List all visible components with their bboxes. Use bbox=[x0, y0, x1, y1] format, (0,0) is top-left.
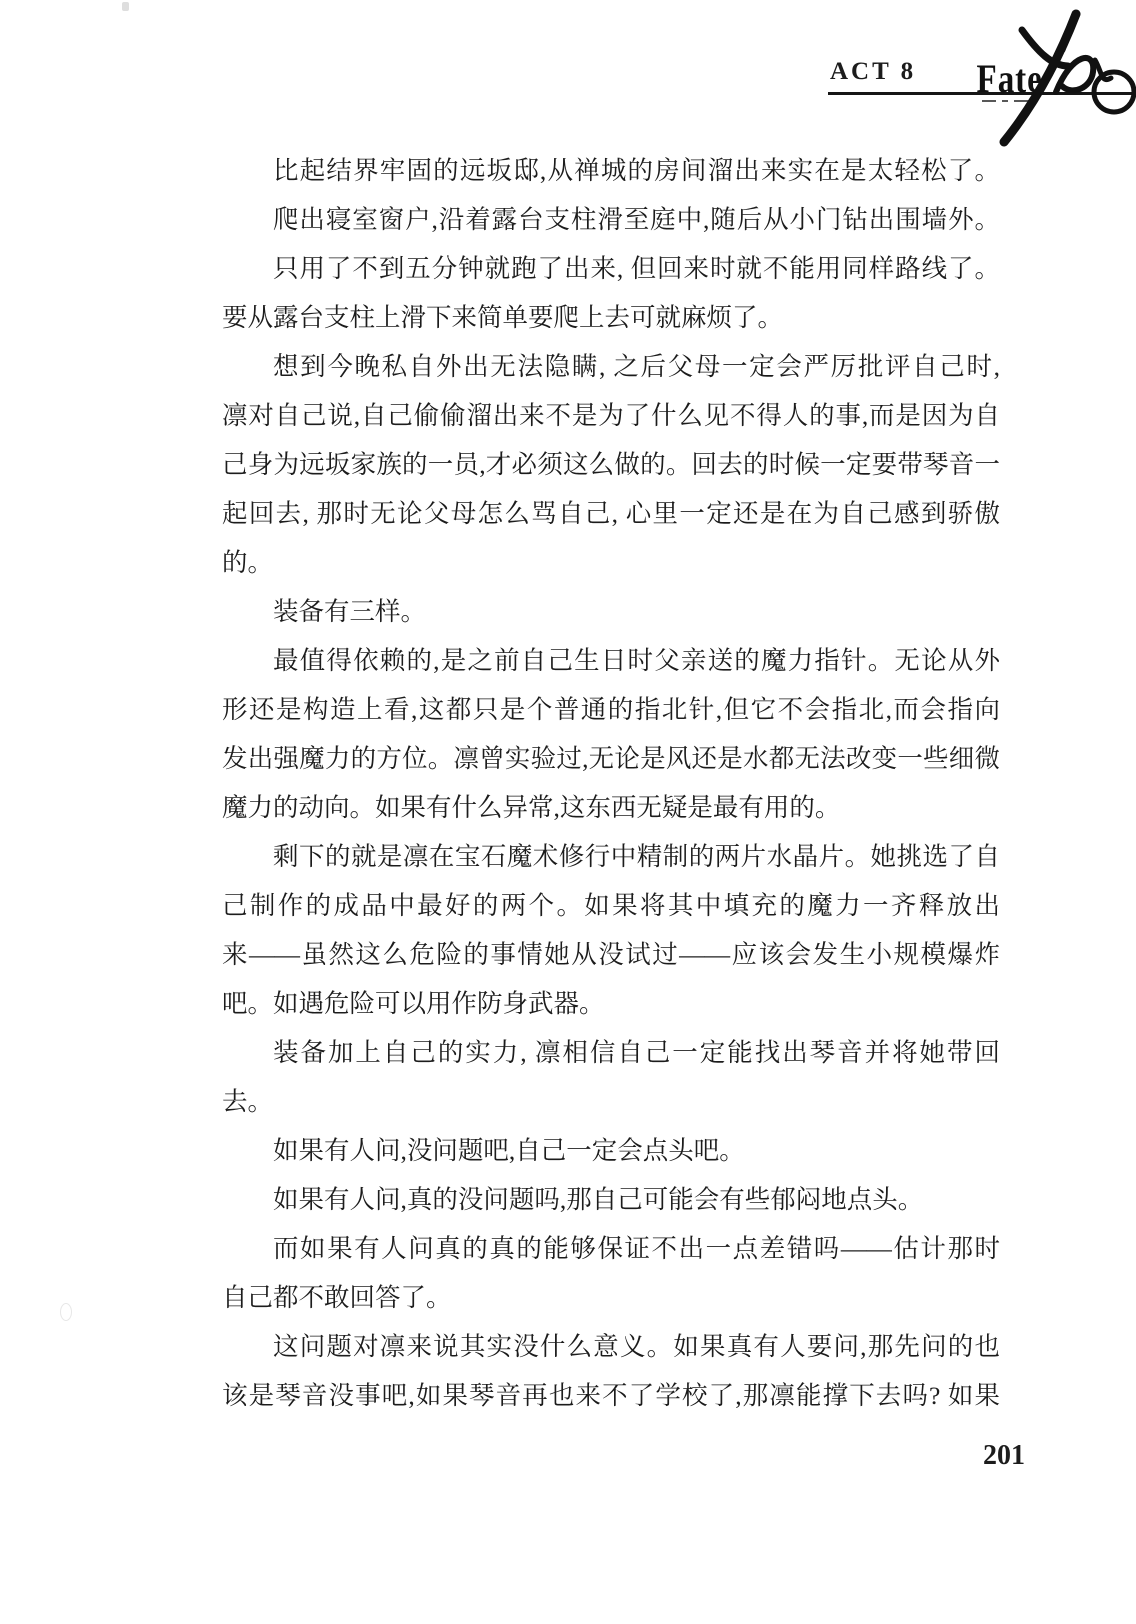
text-block bbox=[222, 146, 1000, 1420]
text-line: 魔力的动向。如果有什么异常,这东西无疑是最有用的。 bbox=[222, 793, 841, 822]
text-line: 剩下的就是凛在宝石魔术修行中精制的两片水晶片。她挑选了自 bbox=[273, 842, 1000, 871]
text-line: 最值得依赖的,是之前自己生日时父亲送的魔力指针。无论从外 bbox=[273, 646, 1000, 675]
text-line: 该是琴音没事吧,如果琴音再也来不了学校了,那凛能撑下去吗? 如果 bbox=[222, 1381, 1000, 1410]
text-line: 起回去, 那时无论父母怎么骂自己, 心里一定还是在为自己感到骄傲 bbox=[222, 499, 1000, 528]
text-line: 自己都不敢回答了。 bbox=[222, 1283, 452, 1312]
text-line: 去。 bbox=[222, 1087, 274, 1116]
page-number: 201 bbox=[983, 1440, 1025, 1471]
text-line: 发出强魔力的方位。凛曾实验过,无论是风还是水都无法改变一些细微 bbox=[222, 744, 1000, 773]
text-line: 爬出寝室窗户,沿着露台支柱滑至庭中,随后从小门钻出围墙外。 bbox=[273, 205, 1000, 234]
text-line: 己身为远坂家族的一员,才必须这么做的。回去的时候一定要带琴音一 bbox=[222, 450, 1000, 479]
text-line: 只用了不到五分钟就跑了出来, 但回来时就不能用同样路线了。 bbox=[273, 254, 1000, 283]
act-label: ACT 8 bbox=[830, 58, 917, 85]
text-line: 己制作的成品中最好的两个。如果将其中填充的魔力一齐释放出 bbox=[222, 891, 1000, 920]
text-line: 来——虽然这么危险的事情她从没试过——应该会发生小规模爆炸 bbox=[222, 940, 1000, 969]
text-line: 如果有人问,没问题吧,自己一定会点头吧。 bbox=[273, 1136, 745, 1165]
text-line: 凛对自己说,自己偷偷溜出来不是为了什么见不得人的事,而是因为自 bbox=[222, 401, 1000, 430]
text-line: 装备有三样。 bbox=[273, 597, 427, 626]
scan-artifact bbox=[60, 1303, 72, 1321]
text-line: 如果有人问,真的没问题吗,那自己可能会有些郁闷地点头。 bbox=[273, 1185, 924, 1214]
text-line: 要从露台支柱上滑下来简单要爬上去可就麻烦了。 bbox=[222, 303, 784, 332]
text-line: 这问题对凛来说其实没什么意义。如果真有人要问,那先问的也 bbox=[273, 1332, 1000, 1361]
scan-artifact bbox=[122, 2, 129, 11]
text-line: 比起结界牢固的远坂邸,从禅城的房间溜出来实在是太轻松了。 bbox=[273, 156, 1000, 185]
text-line: 的。 bbox=[222, 548, 274, 577]
text-line: 装备加上自己的实力, 凛相信自己一定能找出琴音并将她带回 bbox=[273, 1038, 1000, 1067]
fatezero-logo bbox=[960, 0, 1136, 160]
fate-wordmark: Fate bbox=[976, 55, 1043, 101]
text-line: 想到今晚私自外出无法隐瞒, 之后父母一定会严厉批评自己时, bbox=[273, 352, 1000, 381]
text-line: 形还是构造上看,这都只是个普通的指北针,但它不会指北,而会指向 bbox=[222, 695, 1000, 724]
text-line: 吧。如遇危险可以用作防身武器。 bbox=[222, 989, 605, 1018]
text-line: 而如果有人问真的真的能够保证不出一点差错吗——估计那时 bbox=[273, 1234, 1000, 1263]
